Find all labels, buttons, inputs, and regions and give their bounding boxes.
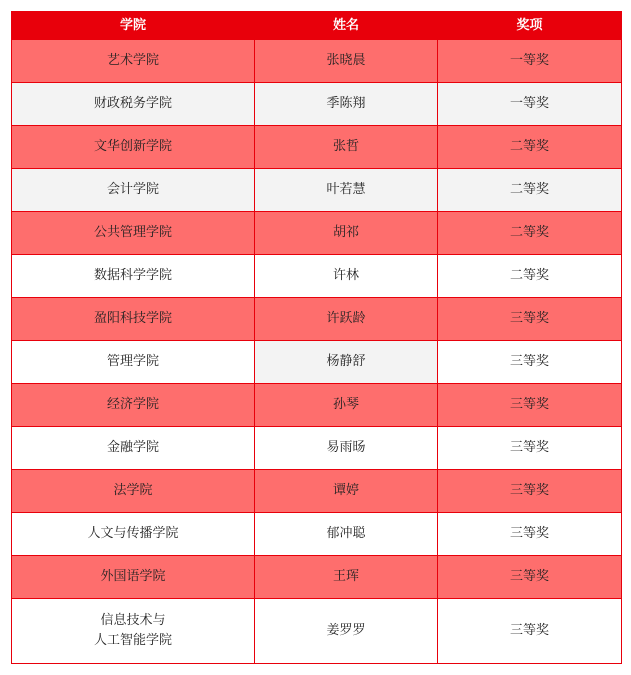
college-cell	[12, 212, 255, 255]
awards-table	[11, 11, 622, 664]
college-cell	[12, 427, 255, 470]
table-row	[12, 470, 622, 513]
table-row	[12, 599, 622, 664]
college-text: 盈阳科技学院	[93, 311, 172, 326]
name-cell: 姜罗罗	[255, 599, 438, 664]
header-row	[12, 12, 622, 40]
award-cell: 三等奖	[438, 298, 622, 341]
college-cell	[12, 470, 255, 513]
college-cell	[12, 255, 255, 298]
header-college: 学院	[12, 12, 255, 40]
college-cell	[12, 599, 255, 664]
award-cell: 三等奖	[438, 341, 622, 384]
college-text: 金融学院	[106, 440, 159, 455]
table-row	[12, 384, 622, 427]
table-row	[12, 40, 622, 83]
table-row	[12, 427, 622, 470]
college-text: 会计学院	[106, 182, 159, 197]
college-text: 人工智能学院	[93, 633, 172, 648]
award-cell: 三等奖	[438, 427, 622, 470]
college-text: 人文与传播学院	[87, 526, 179, 541]
college-cell	[12, 169, 255, 212]
college-text: 文华创新学院	[93, 139, 172, 154]
college-cell	[12, 126, 255, 169]
name-cell: 郁冲聪	[255, 513, 438, 556]
name-cell: 胡祁	[255, 212, 438, 255]
award-cell: 三等奖	[438, 556, 622, 599]
table-header	[12, 12, 622, 40]
college-cell	[12, 40, 255, 83]
name-cell: 杨静舒	[255, 341, 438, 384]
name-cell: 张晓晨	[255, 40, 438, 83]
table-row	[12, 556, 622, 599]
table-body	[12, 40, 622, 664]
name-cell: 张哲	[255, 126, 438, 169]
college-text: 管理学院	[106, 354, 159, 369]
award-cell: 三等奖	[438, 470, 622, 513]
award-cell: 三等奖	[438, 599, 622, 664]
award-cell: 一等奖	[438, 83, 622, 126]
name-cell: 谭婷	[255, 470, 438, 513]
header-name: 姓名	[255, 12, 438, 40]
award-cell: 一等奖	[438, 40, 622, 83]
college-text: 财政税务学院	[93, 96, 172, 111]
name-cell: 孙琴	[255, 384, 438, 427]
name-cell: 王珲	[255, 556, 438, 599]
name-cell: 易雨旸	[255, 427, 438, 470]
table-row	[12, 83, 622, 126]
name-cell: 许跃龄	[255, 298, 438, 341]
table-row	[12, 255, 622, 298]
table-row	[12, 212, 622, 255]
college-text: 数据科学学院	[93, 268, 172, 283]
college-cell	[12, 384, 255, 427]
header-award: 奖项	[438, 12, 622, 40]
college-text: 经济学院	[106, 397, 159, 412]
name-cell: 叶若慧	[255, 169, 438, 212]
college-text: 信息技术与	[100, 613, 166, 628]
table-row	[12, 169, 622, 212]
college-cell	[12, 298, 255, 341]
name-cell: 季陈翔	[255, 83, 438, 126]
award-cell: 二等奖	[438, 169, 622, 212]
college-text: 法学院	[113, 483, 153, 498]
table-row	[12, 341, 622, 384]
college-text: 外国语学院	[100, 569, 166, 584]
table-row	[12, 298, 622, 341]
table-row	[12, 513, 622, 556]
award-cell: 二等奖	[438, 255, 622, 298]
college-text: 公共管理学院	[93, 225, 172, 240]
college-cell	[12, 341, 255, 384]
college-text: 艺术学院	[106, 53, 159, 68]
name-cell: 许林	[255, 255, 438, 298]
award-cell: 二等奖	[438, 126, 622, 169]
table-row	[12, 126, 622, 169]
award-cell: 三等奖	[438, 513, 622, 556]
awards-table-container	[11, 11, 622, 664]
college-cell	[12, 513, 255, 556]
college-cell	[12, 83, 255, 126]
college-cell	[12, 556, 255, 599]
award-cell: 三等奖	[438, 384, 622, 427]
award-cell: 二等奖	[438, 212, 622, 255]
